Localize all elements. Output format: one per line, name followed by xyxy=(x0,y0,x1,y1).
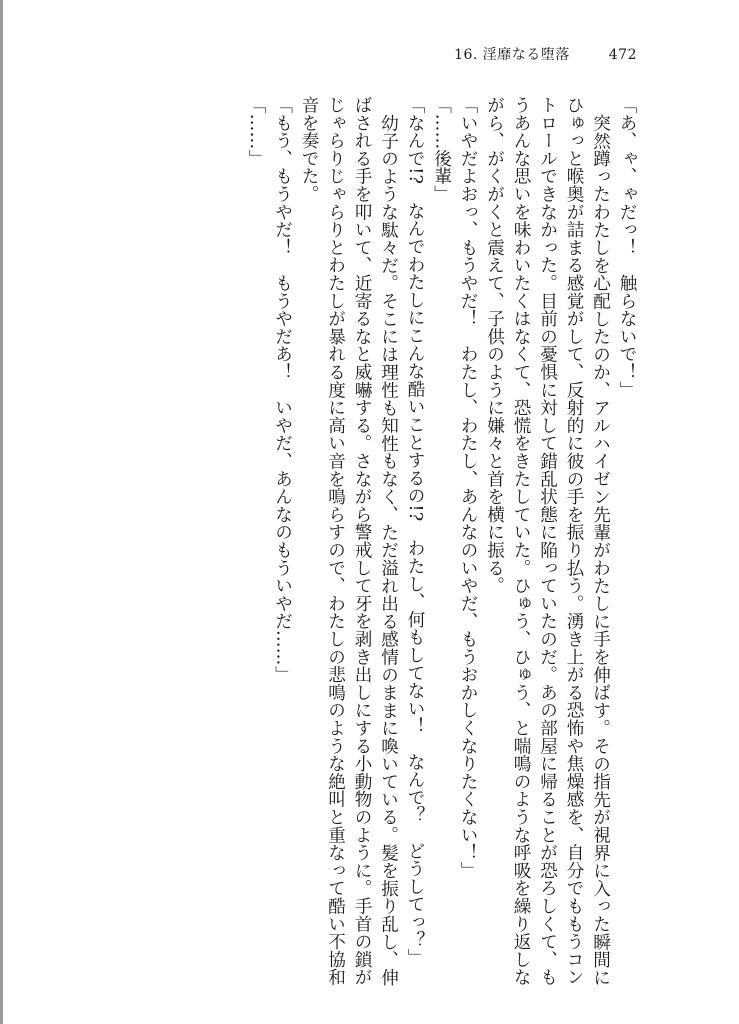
page-left-border xyxy=(0,0,3,1024)
paragraph: 「……後輩」 xyxy=(431,96,452,203)
paragraph: 幼子のような駄々だ。そこには理性も知性もなく、ただ溢れ出る感情のままに喚いている。髪を振り乱し、伸ばされる手を叩いて、近寄るなと威嚇する。さながら警戒して牙を剥き出しにする小動物のように。手首の鎖がじゃらりじゃらりとわたしが暴れる度に高い音を鳴らすので、わたしの悲鳴のような絶叫と重なって酷い不協和音を奏でた。 xyxy=(299,96,399,986)
chapter-title: 16. 淫靡なる堕落 xyxy=(454,47,570,63)
paragraph: 「……」 xyxy=(246,96,266,168)
running-header xyxy=(454,44,637,64)
paragraph: 突然蹲ったわたしを心配したのか、アルハイゼン先輩がわたしに手を伸ばす。その指先が視界に入った瞬間にひゅっと喉奥が詰まる感覚がして、反射的に彼の手を振り払う。湧き上がる恐怖や焦燥感を、自分でももうコントロールできなかった。目前の憂惧に対して錯乱状態に陥っていたのだ。あの部屋に帰ることが恐ろしくて、もうあんな思いを味わいたくはなくて、恐慌をきたしていた。ひゅう、ひゅう、と喘鳴のような呼吸を繰り返しながら、がくがくと震えて、子供のように嫌々と首を横に振る。 xyxy=(484,96,611,986)
paragraph: 「あ、ゃ、ゃだっ！ 触らないで！」 xyxy=(617,96,637,399)
page-number: 472 xyxy=(608,47,637,63)
paragraph: 「もう、もうやだ！ もうやだあ！ いやだ、あんなのもういやだ……」 xyxy=(272,96,293,684)
paragraph: 「なんで!? なんでわたしにこんな酷いことするの!? わたし、何もしてない！ なんで？ どうしてっ？」 xyxy=(405,96,425,967)
body-text xyxy=(90,96,640,986)
paragraph: 「いやだよおっ、もうやだ！ わたし、わたし、あんなのいやだ、もうおかしくなりたくない！」 xyxy=(458,96,478,880)
